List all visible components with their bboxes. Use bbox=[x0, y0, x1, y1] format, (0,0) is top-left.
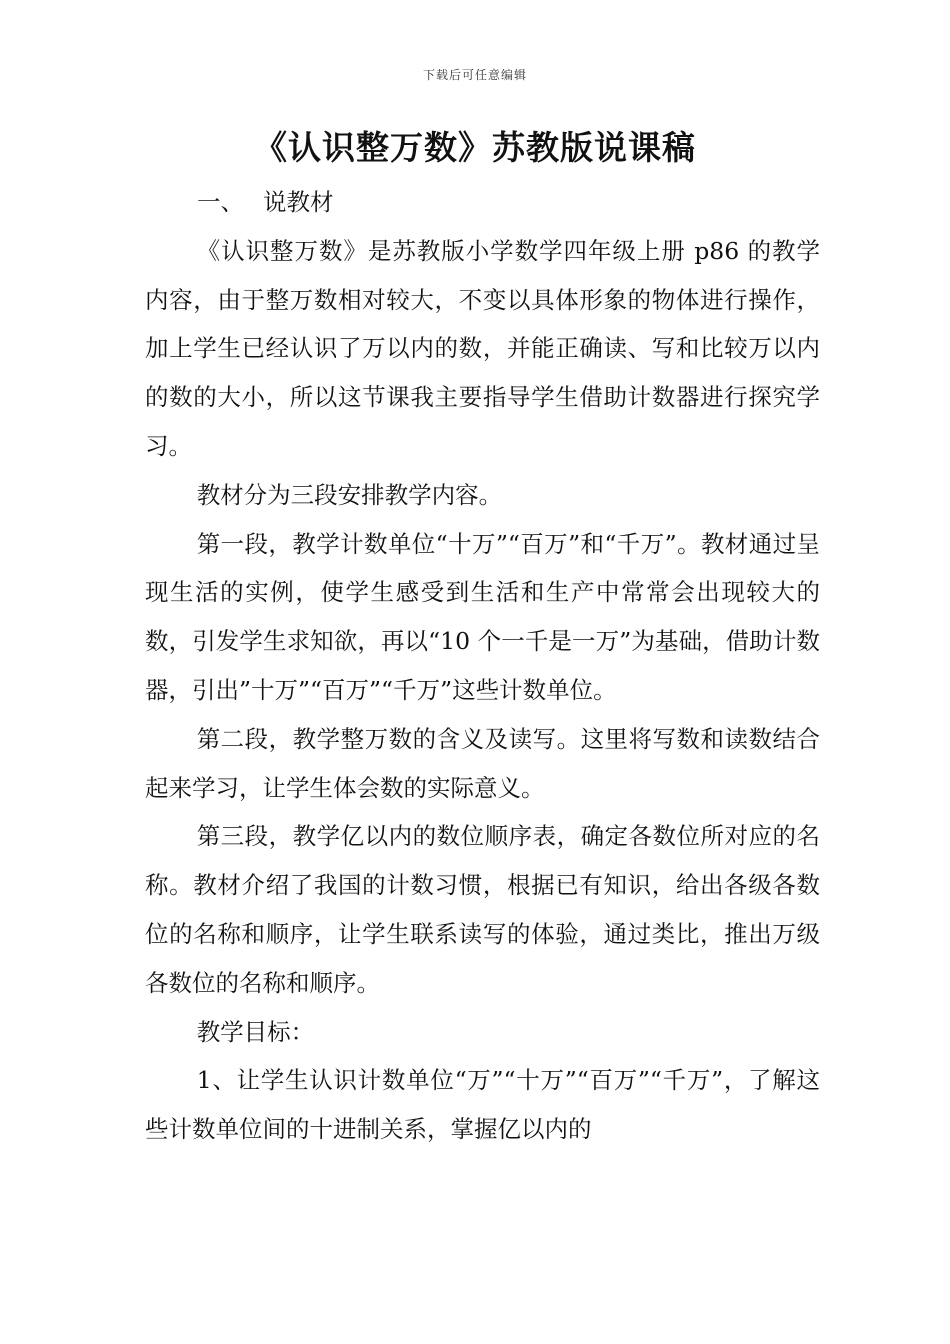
paragraph-part-one: 第一段，教学计数单位“十万”“百万”和“千万”。教材通过呈现生活的实例，使学生感受到生活和生产中常常会出现较大的数，引发学生求知欲，再以“10 个一千是一万”为基础，借助计数器，引出”十万”“百万”“千万”这些计数单位。 bbox=[145, 529, 820, 704]
paragraph-part-two: 第二段，教学整万数的含义及读写。这里将写数和读数结合起来学习，让学生体会数的实际意义。 bbox=[145, 724, 820, 802]
paragraph-part-three: 第三段，教学亿以内的数位顺序表，确定各数位所对应的名称。教材介绍了我国的计数习惯，根据已有知识，给出各级各数位的名称和顺序，让学生联系读写的体验，通过类比，推出万级各数位的名称和顺序。 bbox=[145, 822, 820, 997]
paragraph-structure: 教材分为三段安排教学内容。 bbox=[196, 480, 503, 509]
section-heading-text: 说教材 bbox=[263, 188, 334, 216]
section-heading bbox=[145, 178, 820, 227]
paragraph-intro: 《认识整万数》是苏教版小学数学四年级上册 p86 的教学内容，由于整万数相对较大，不变以具体形象的物体进行操作，加上学生已经认识了万以内的数，并能正确读、写和比较万以内的数的大小，所以这节课我主要指导学生借助计数器进行探究学习。 bbox=[145, 236, 820, 460]
paragraph-goal-one: 1、让学生认识计数单位“万”“十万”“百万”“千万”，了解这些计数单位间的十进制关系，掌握亿以内的 bbox=[145, 1066, 820, 1144]
header-note: 下载后可任意编辑 bbox=[422, 68, 527, 82]
section-number: 一、 bbox=[197, 188, 244, 216]
paragraph-goals-heading: 教学目标： bbox=[196, 1017, 315, 1046]
document-title: 《认识整万数》苏教版说课稿 bbox=[254, 128, 696, 167]
document-body bbox=[145, 178, 820, 1154]
